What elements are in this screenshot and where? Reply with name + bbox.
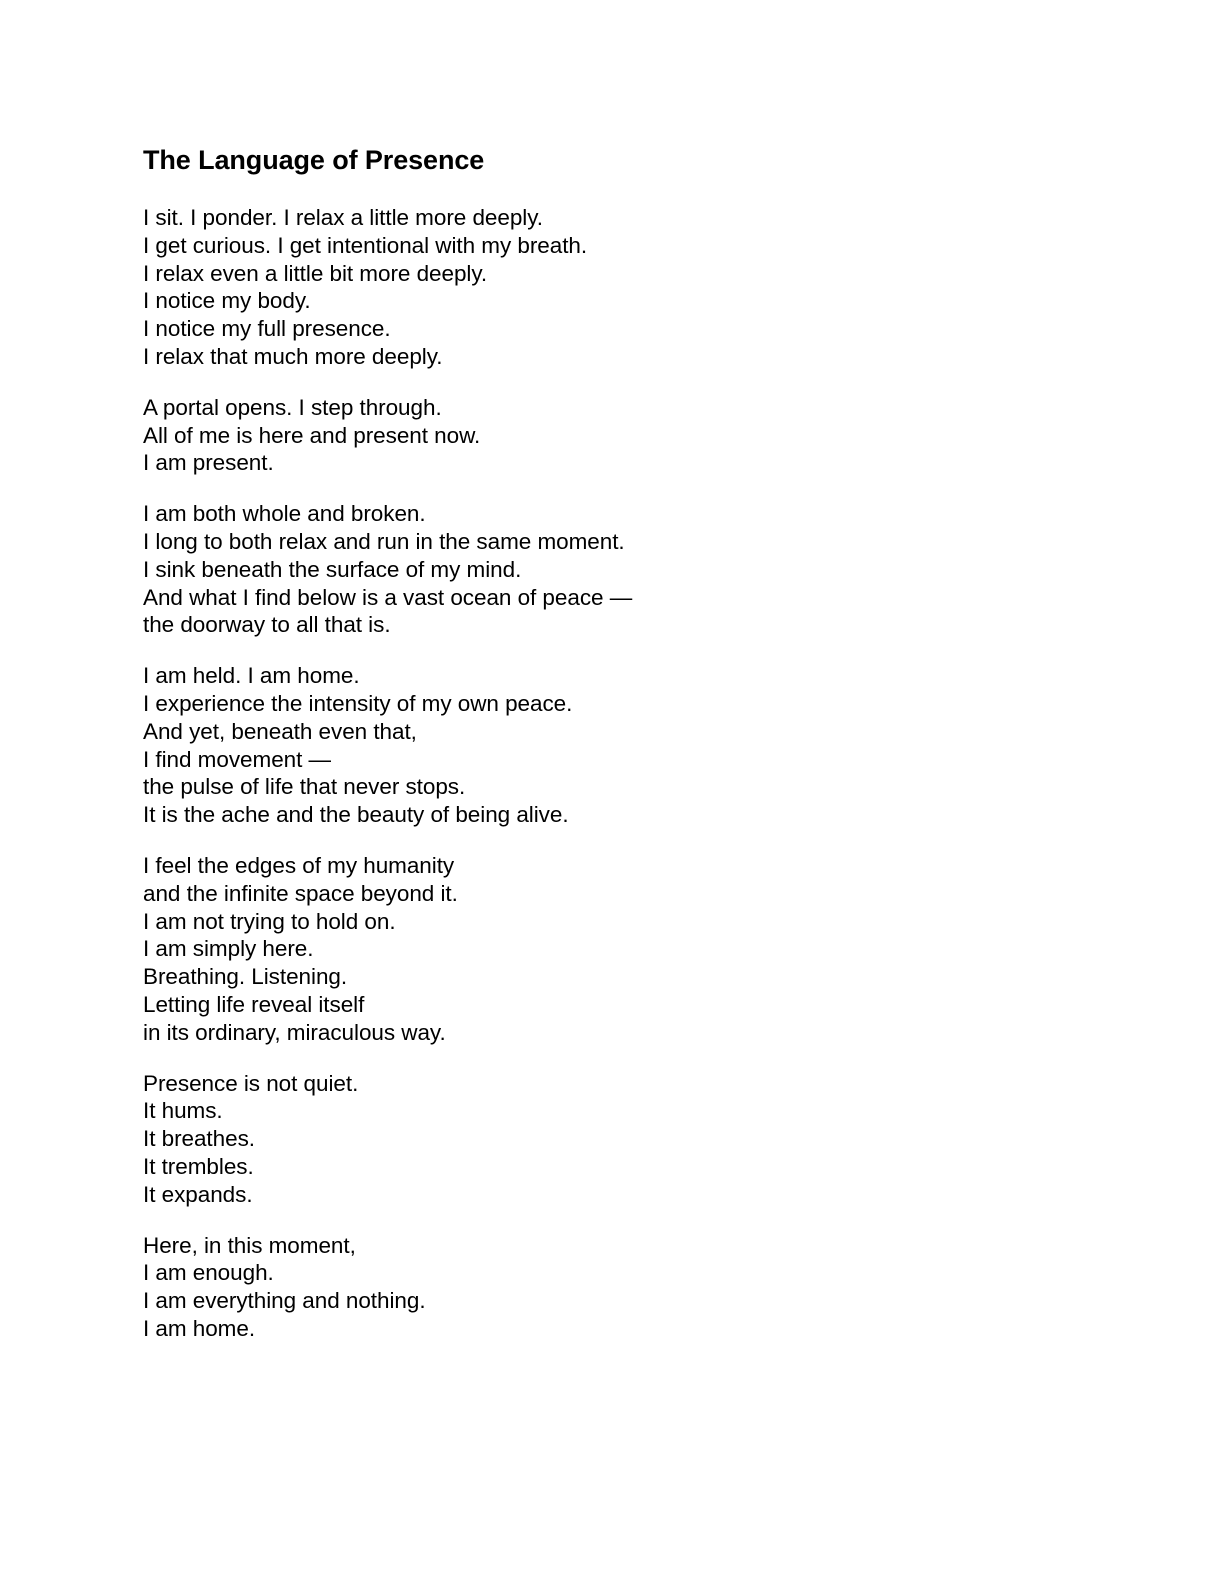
poem-line: It expands. [143, 1181, 253, 1207]
poem-line: I am both whole and broken. [143, 501, 426, 527]
stanza-2 [143, 394, 1123, 477]
poem-line: I long to both relax and run in the same moment. [143, 528, 625, 554]
poem-line: I am not trying to hold on. [143, 908, 396, 934]
poem-line: I find movement — [143, 746, 331, 772]
poem-line: I experience the intensity of my own peace. [143, 690, 573, 716]
poem-line: I am simply here. [143, 936, 314, 962]
poem-line: I relax that much more deeply. [143, 343, 443, 369]
poem-line: and the infinite space beyond it. [143, 880, 458, 906]
poem-line: I notice my body. [143, 288, 311, 314]
poem-title: The Language of Presence [143, 145, 485, 175]
poem-line: And what I find below is a vast ocean of peace — [143, 584, 633, 610]
poem-line: I am enough. [143, 1260, 274, 1286]
poem-line: It is the ache and the beauty of being alive. [143, 802, 569, 828]
poem-line: Letting life reveal itself [143, 991, 365, 1017]
stanza-5 [143, 852, 1123, 1047]
poem-line: I am everything and nothing. [143, 1288, 426, 1314]
poem-line: the pulse of life that never stops. [143, 774, 466, 800]
poem-line: Breathing. Listening. [143, 964, 348, 990]
poem-line: the doorway to all that is. [143, 612, 391, 638]
poem-line: I sit. I ponder. I relax a little more deeply. [143, 205, 543, 230]
poem-line: I am home. [143, 1315, 256, 1341]
stanza-7 [143, 1232, 1123, 1343]
poem-line: And yet, beneath even that, [143, 718, 417, 744]
poem-line: I get curious. I get intentional with my breath. [143, 232, 588, 258]
poem-line: Presence is not quiet. [143, 1070, 359, 1096]
poem-line: It breathes. [143, 1126, 255, 1152]
stanza-6 [143, 1070, 1123, 1209]
poem-line: in its ordinary, miraculous way. [143, 1019, 446, 1045]
poem-line: I feel the edges of my humanity [143, 852, 455, 878]
stanza-4 [143, 662, 1123, 829]
poem-line: Here, in this moment, [143, 1232, 356, 1258]
stanza-3 [143, 500, 1123, 639]
poem-line: I sink beneath the surface of my mind. [143, 556, 522, 582]
poem-line: A portal opens. I step through. [143, 394, 442, 420]
document-page [143, 140, 1123, 1366]
poem-line: It hums. [143, 1098, 223, 1124]
poem-line: All of me is here and present now. [143, 422, 481, 448]
stanza-1 [143, 204, 1123, 371]
poem-line: I am held. I am home. [143, 663, 360, 689]
poem-line: I relax even a little bit more deeply. [143, 260, 488, 286]
poem-line: I am present. [143, 450, 274, 476]
poem-line: I notice my full presence. [143, 316, 391, 342]
poem-line: It trembles. [143, 1153, 254, 1179]
